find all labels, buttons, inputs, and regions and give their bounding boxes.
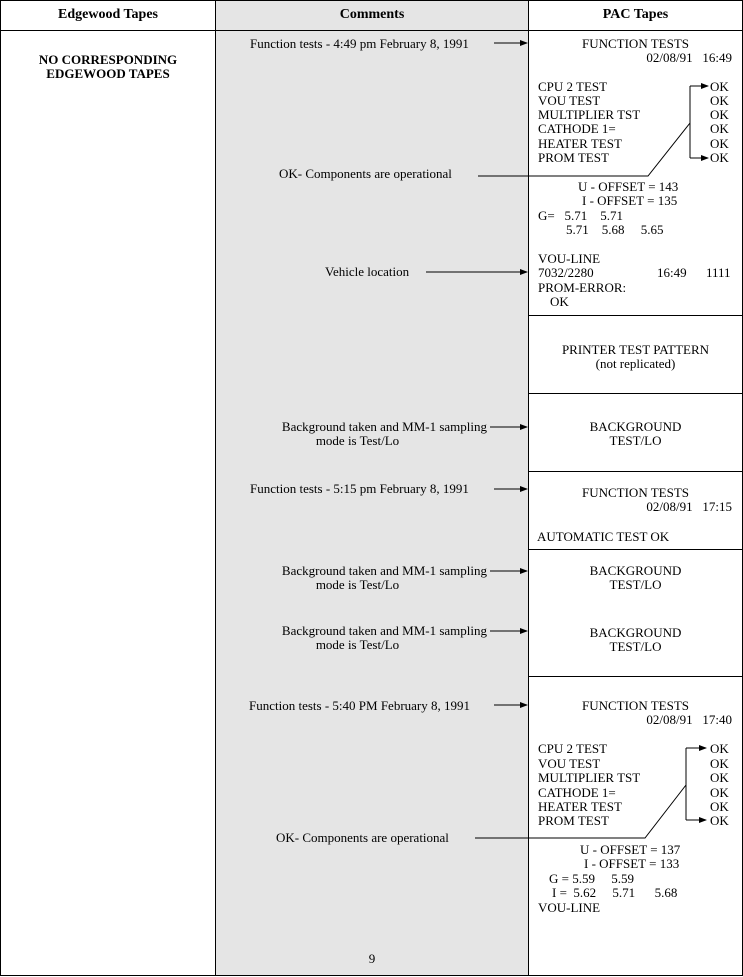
pac-test-multiplier: MULTIPLIER TST [538, 107, 641, 122]
pac-g-values-1b: 5.71 5.68 5.65 [566, 222, 664, 237]
pac-location-number: 1111 [706, 265, 731, 280]
comment-function-tests-1: Function tests - 4:49 pm February 8, 1991 [250, 36, 469, 51]
page-number: 9 [368, 951, 376, 966]
pac-ft3-date: 02/08/91 17:40 [646, 712, 732, 727]
pac-g-values-3: G = 5.59 5.59 [549, 871, 634, 886]
pac-testlo-2: TEST/LO [609, 577, 662, 592]
pac-prom-ok: OK [550, 294, 569, 309]
pac-ft2-title: FUNCTION TESTS [581, 485, 690, 500]
ok-bracket-connector-1 [478, 123, 690, 176]
comment-background-1a: Background taken and MM-1 sampling [281, 419, 487, 434]
pac-i-offset-1: I - OFFSET = 135 [582, 193, 678, 208]
comment-background-1b: mode is Test/Lo [315, 433, 400, 448]
comment-background-3b: mode is Test/Lo [315, 637, 400, 652]
header-edgewood: Edgewood Tapes [58, 7, 158, 22]
pac-test3-cpu2: CPU 2 TEST [538, 741, 608, 756]
pac-i-values-3: I = 5.62 5.71 5.68 [552, 885, 678, 900]
pac-test-vou: VOU TEST [538, 93, 601, 108]
pac-ok-3: OK [710, 107, 729, 122]
pac-automatic-test-ok: AUTOMATIC TEST OK [537, 529, 670, 544]
ok-bracket-connector-2 [475, 785, 686, 838]
pac-vou-line: VOU-LINE [538, 251, 601, 266]
pac-ok3-1: OK [710, 741, 729, 756]
pac-ok3-6: OK [710, 813, 729, 828]
pac-printer-not-replicated: (not replicated) [595, 356, 676, 371]
pac-u-offset-3: U - OFFSET = 137 [580, 842, 681, 857]
pac-location-coords: 7032/2280 [538, 265, 594, 280]
pac-ok3-5: OK [710, 799, 729, 814]
comment-background-2a: Background taken and MM-1 sampling [281, 563, 487, 578]
pac-ft1-title: FUNCTION TESTS [581, 36, 690, 51]
pac-background-2: BACKGROUND [589, 563, 682, 578]
pac-testlo-1: TEST/LO [609, 433, 662, 448]
pac-test-cathode: CATHODE 1= [538, 121, 616, 136]
pac-location-time: 16:49 [657, 265, 687, 280]
pac-u-offset-1: U - OFFSET = 143 [578, 179, 679, 194]
pac-prom-error: PROM-ERROR: [538, 280, 627, 295]
comment-background-2b: mode is Test/Lo [315, 577, 400, 592]
comment-ok-components-1: OK- Components are operational [279, 166, 452, 181]
pac-test3-multiplier: MULTIPLIER TST [538, 770, 641, 785]
pac-test-heater: HEATER TEST [538, 136, 622, 151]
pac-testlo-3: TEST/LO [609, 639, 662, 654]
comment-ok-components-2: OK- Components are operational [276, 830, 449, 845]
pac-g-values-1a: G= 5.71 5.71 [538, 208, 623, 223]
pac-background-3: BACKGROUND [589, 625, 682, 640]
comment-vehicle-location: Vehicle location [325, 264, 410, 279]
header-comments: Comments [339, 7, 405, 22]
pac-i-offset-3: I - OFFSET = 133 [584, 856, 680, 871]
pac-ok3-3: OK [710, 770, 729, 785]
pac-test3-heater: HEATER TEST [538, 799, 622, 814]
pac-printer-test: PRINTER TEST PATTERN [561, 342, 710, 357]
pac-ok-5: OK [710, 136, 729, 151]
pac-ok3-2: OK [710, 756, 729, 771]
pac-test3-vou: VOU TEST [538, 756, 601, 771]
pac-background-1: BACKGROUND [589, 419, 682, 434]
comment-function-tests-2: Function tests - 5:15 pm February 8, 1991 [250, 481, 469, 496]
comment-background-3a: Background taken and MM-1 sampling [281, 623, 487, 638]
pac-test-cpu2: CPU 2 TEST [538, 79, 608, 94]
pac-test-prom: PROM TEST [538, 150, 609, 165]
pac-test3-cathode: CATHODE 1= [538, 785, 616, 800]
pac-vou-line-3: VOU-LINE [538, 900, 601, 915]
pac-ok-2: OK [710, 93, 729, 108]
header-pac: PAC Tapes [602, 7, 669, 22]
pac-ok-1: OK [710, 79, 729, 94]
pac-ft2-date: 02/08/91 17:15 [646, 499, 732, 514]
pac-ok3-4: OK [710, 785, 729, 800]
pac-ok-4: OK [710, 121, 729, 136]
edgewood-note-line1: NO CORRESPONDING [38, 52, 178, 67]
pac-ft3-title: FUNCTION TESTS [581, 698, 690, 713]
edgewood-note-line2: EDGEWOOD TAPES [46, 66, 170, 81]
pac-ft1-date: 02/08/91 16:49 [646, 50, 732, 65]
comment-function-tests-3: Function tests - 5:40 PM February 8, 1991 [249, 698, 470, 713]
pac-test3-prom: PROM TEST [538, 813, 609, 828]
pac-ok-6: OK [710, 150, 729, 165]
